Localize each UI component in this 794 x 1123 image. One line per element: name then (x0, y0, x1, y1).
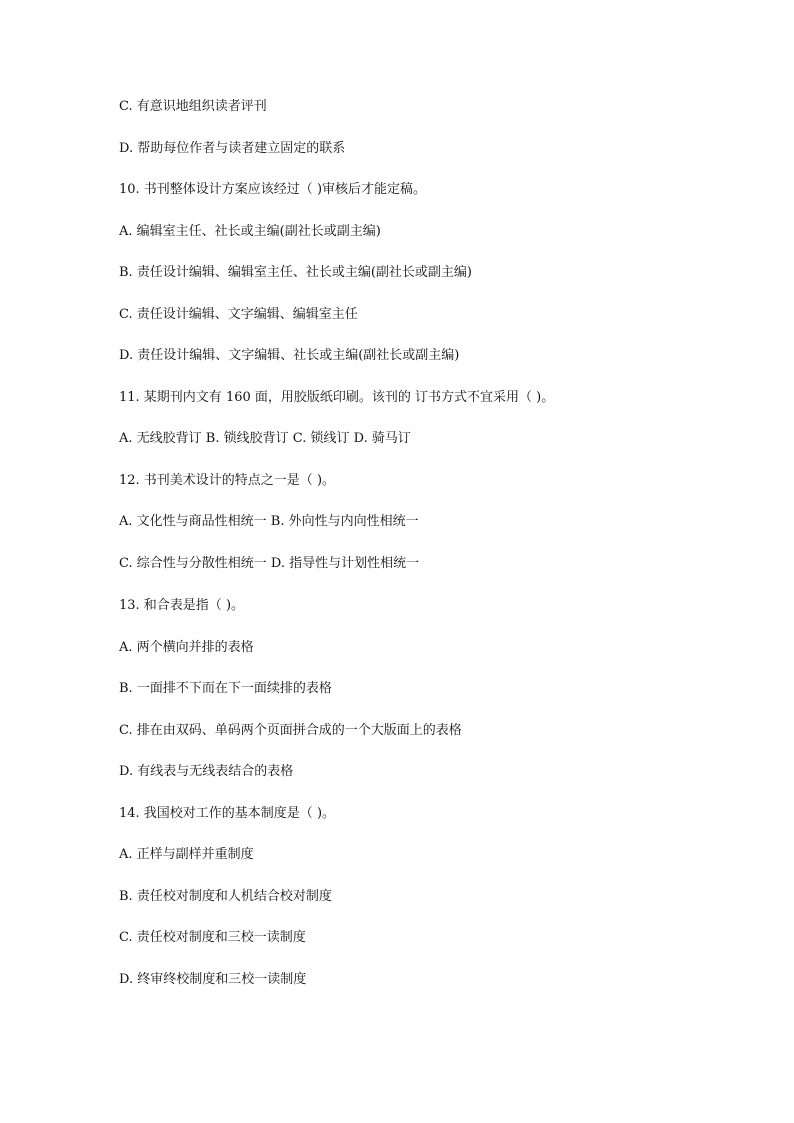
question-11: 11. 某期刊内文有 160 面，用胶版纸印刷。该刊的 订书方式不宜采用（ )。 (119, 390, 555, 405)
options-cd-q12: C. 综合性与分散性相统一 D. 指导性与计划性相统一 (119, 556, 420, 571)
question-10: 10. 书刊整体设计方案应该经过（ )审核后才能定稿。 (119, 182, 427, 197)
option-d-q10: D. 责任设计编辑、文字编辑、社长或主编(副社长或副主编) (119, 348, 460, 363)
option-c-q13: C. 排在由双码、单码两个页面拼合成的一个大版面上的表格 (119, 723, 462, 738)
option-c-q14: C. 责任校对制度和三校一读制度 (119, 930, 306, 945)
question-13: 13. 和合表是指（ )。 (119, 598, 245, 613)
options-ab-q12: A. 文化性与商品性相统一 B. 外向性与内向性相统一 (119, 514, 419, 529)
option-a-q14: A. 正样与副样并重制度 (119, 847, 254, 862)
option-a-q10: A. 编辑室主任、社长或主编(副社长或副主编) (119, 224, 381, 239)
question-14: 14. 我国校对工作的基本制度是（ )。 (119, 806, 336, 821)
option-b-q14: B. 责任校对制度和人机结合校对制度 (119, 889, 332, 904)
option-b-q10: B. 责任设计编辑、编辑室主任、社长或主编(副社长或副主编) (119, 265, 472, 280)
option-c-q9: C. 有意识地组织读者评刊 (119, 99, 267, 114)
question-12: 12. 书刊美术设计的特点之一是（ )。 (119, 473, 336, 488)
options-q11: A. 无线胶背订 B. 锁线胶背订 C. 锁线订 D. 骑马订 (119, 431, 411, 446)
option-c-q10: C. 责任设计编辑、文字编辑、编辑室主任 (119, 307, 358, 322)
option-d-q9: D. 帮助每位作者与读者建立固定的联系 (119, 141, 346, 156)
option-b-q13: B. 一面排不下而在下一面续排的表格 (119, 681, 332, 696)
option-d-q13: D. 有线表与无线表结合的表格 (119, 764, 294, 779)
option-a-q13: A. 两个横向并排的表格 (119, 640, 254, 655)
option-d-q14: D. 终审终校制度和三校一读制度 (119, 972, 307, 987)
